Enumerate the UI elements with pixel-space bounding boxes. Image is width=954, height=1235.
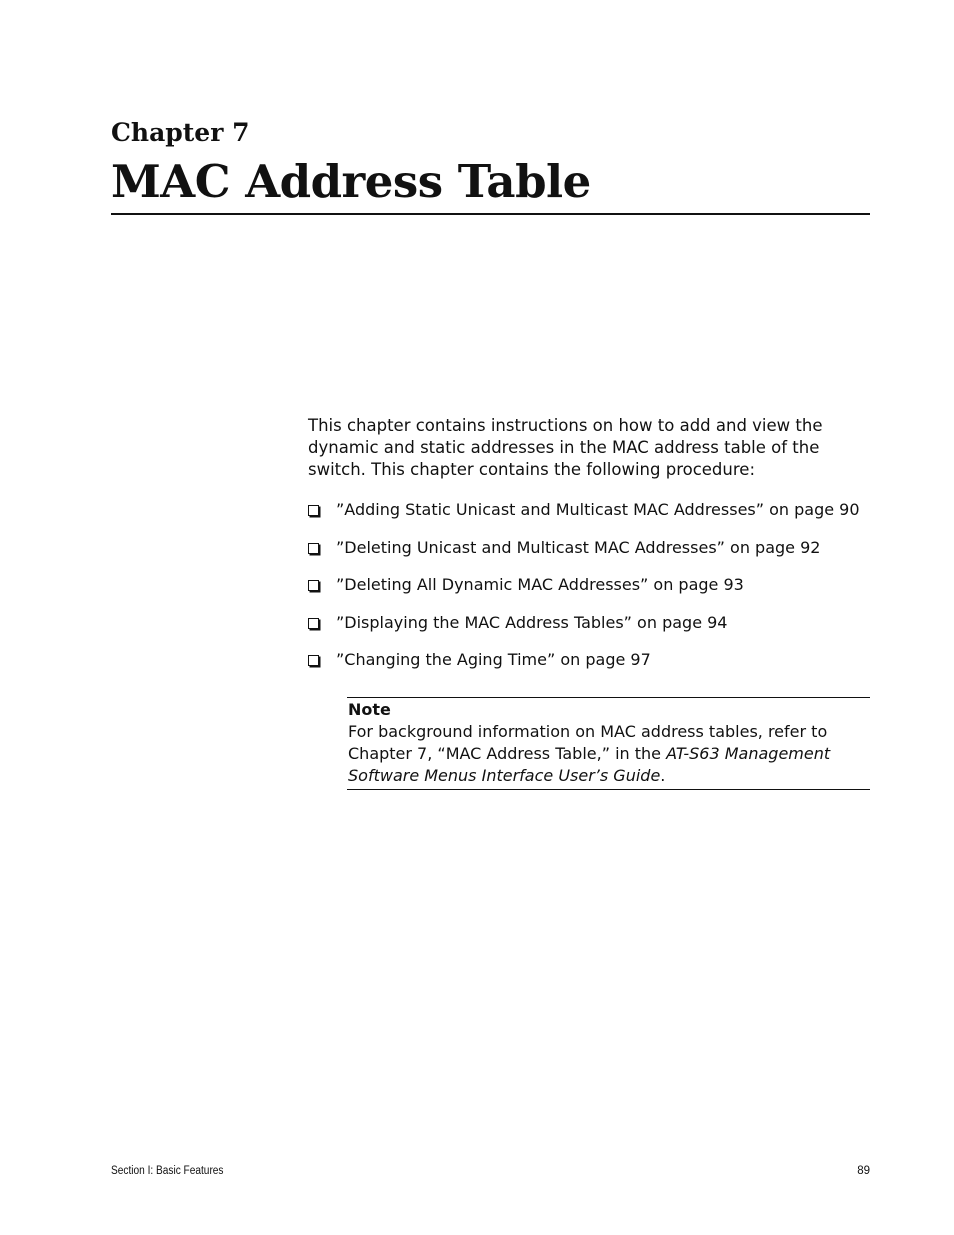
footer-page-number: 89 (857, 1165, 870, 1177)
procedure-link[interactable]: ”Changing the Aging Time” on page 97 (336, 650, 651, 669)
procedure-link[interactable]: ”Displaying the MAC Address Tables” on page 94 (336, 612, 728, 632)
note-heading: Note (348, 700, 391, 719)
chapter-label: Chapter 7 (111, 118, 250, 147)
chapter-title: MAC Address Table (111, 155, 591, 208)
checkbox-bullet-icon (308, 618, 319, 629)
title-rule (111, 213, 870, 215)
guide-title: AT-S63 Management Software Menus Interface User’s Guide (348, 744, 831, 785)
note-text (348, 721, 870, 787)
note-box (347, 697, 870, 790)
list-item[interactable] (308, 499, 870, 521)
list-item[interactable] (308, 612, 870, 634)
checkbox-bullet-icon (308, 580, 319, 591)
checkbox-bullet-icon (308, 543, 319, 554)
chapter-body (308, 415, 870, 687)
procedure-link[interactable]: ”Deleting All Dynamic MAC Addresses” on page 93 (336, 575, 744, 594)
note-text-before: For background information on MAC address tables, refer to Chapter 7, “MAC Address Table,” in the (348, 722, 828, 763)
footer-section: Section I: Basic Features (111, 1165, 224, 1177)
intro-paragraph: This chapter contains instructions on how to add and view the dynamic and static addresses in the MAC address table of the switch. This chapter contains the following procedure: (308, 416, 823, 479)
list-item[interactable] (308, 574, 870, 596)
checkbox-bullet-icon (308, 655, 319, 666)
procedure-link[interactable]: ”Adding Static Unicast and Multicast MAC Addresses” on page 90 (336, 500, 860, 519)
procedure-list (308, 499, 870, 671)
list-item[interactable] (308, 649, 870, 671)
checkbox-bullet-icon (308, 505, 319, 516)
list-item[interactable] (308, 537, 870, 559)
note-text-after: . (660, 766, 666, 785)
procedure-link[interactable]: ”Deleting Unicast and Multicast MAC Addresses” on page 92 (336, 537, 821, 557)
